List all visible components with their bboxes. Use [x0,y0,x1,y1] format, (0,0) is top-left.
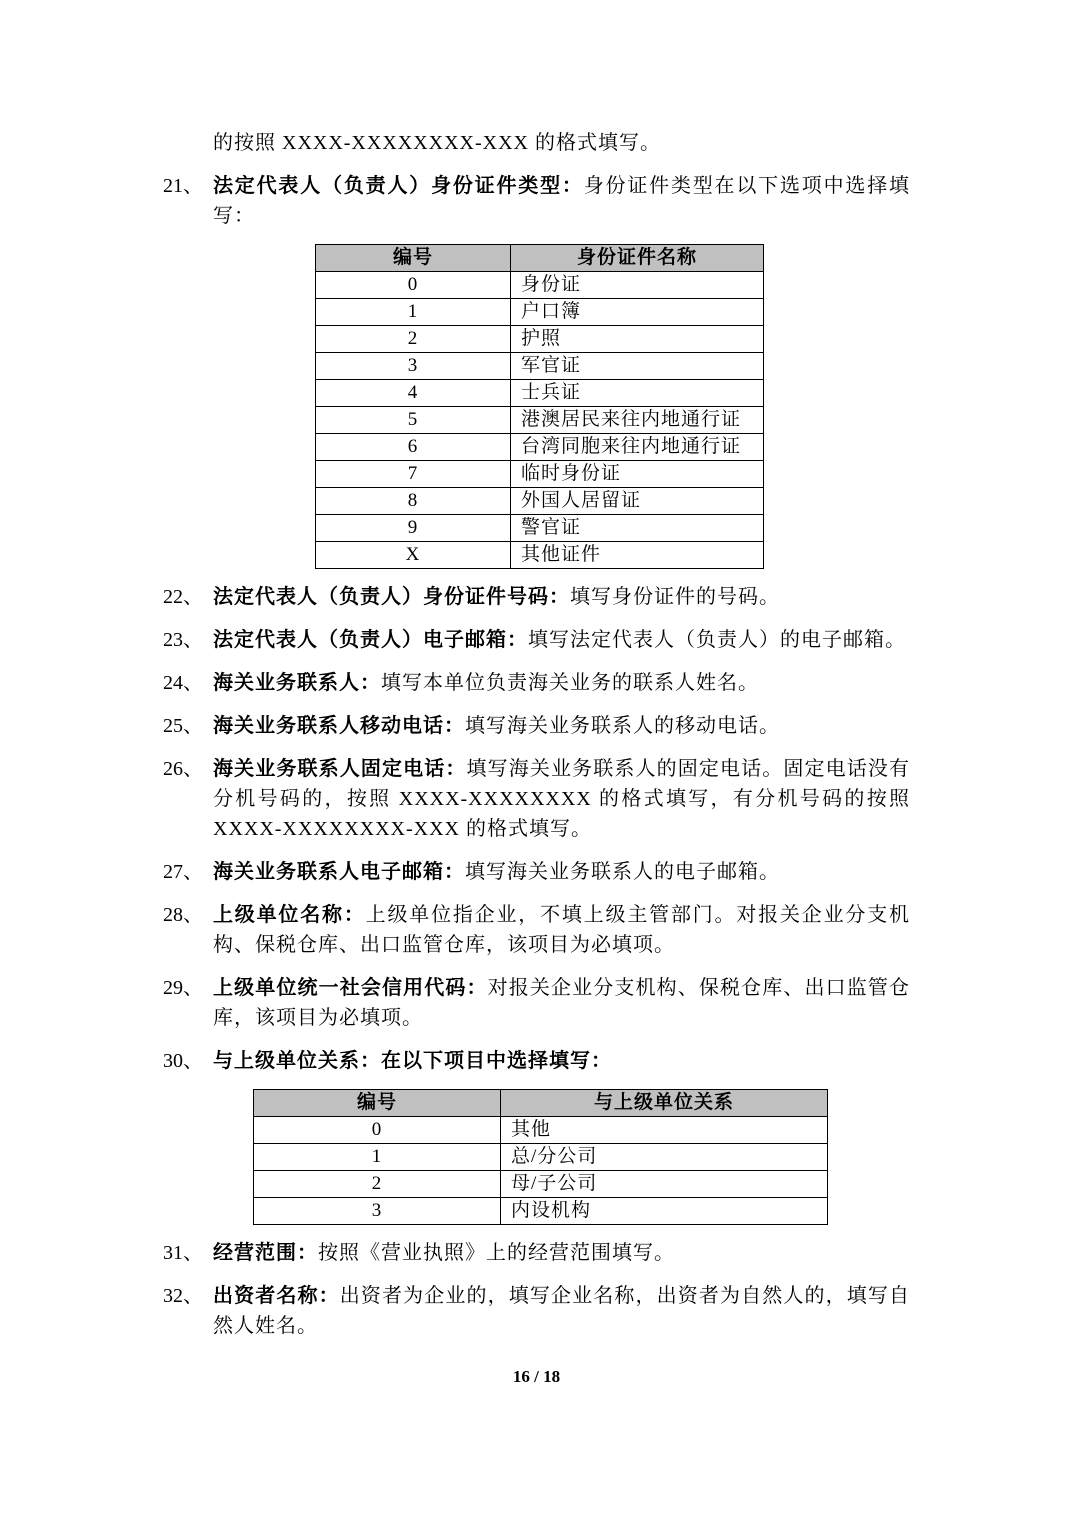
code-cell: 1 [254,1144,501,1171]
item-text: 填写法定代表人（负责人）的电子邮箱。 [528,629,906,651]
item-body [213,1046,910,1076]
item-text: 填写海关业务联系人的电子邮箱。 [465,861,780,883]
item-body [213,171,910,231]
item-label: 上级单位名称： [213,904,366,926]
item-body [213,1238,910,1268]
item-label: 出资者名称： [213,1285,340,1307]
item-text: 对报关企业分支机构、保税仓库、出口监管仓库，该项目为必填项。 [213,977,910,1029]
item-text: 按照《营业执照》上的经营范围填写。 [318,1242,675,1264]
item-label: 上级单位统一社会信用代码： [213,977,488,999]
item-body [213,1281,910,1341]
code-cell: 5 [316,407,511,434]
item-text: 填写身份证件的号码。 [570,586,780,608]
list-item [163,711,910,741]
item-text: 填写本单位负责海关业务的联系人姓名。 [381,672,759,694]
table-header-row [254,1090,828,1117]
code-cell: 8 [316,488,511,515]
list-item [163,1281,910,1341]
list-item [163,171,910,231]
item-body [213,582,910,612]
table-row [316,515,764,542]
item-label: 海关业务联系人移动电话： [213,715,465,737]
code-cell: 2 [316,326,511,353]
list-item [163,668,910,698]
table-row [316,542,764,569]
table-row [316,326,764,353]
table-row [316,434,764,461]
list-item [163,857,910,887]
name-cell: 军官证 [511,353,764,380]
column-header-code: 编号 [254,1090,501,1117]
code-cell: 1 [316,299,511,326]
name-cell: 台湾同胞来往内地通行证 [511,434,764,461]
items-group-1 [163,171,910,231]
list-item [163,1046,910,1076]
item-body [213,625,910,655]
table-row [254,1198,828,1225]
code-cell: 9 [316,515,511,542]
item-label: 与上级单位关系：在以下项目中选择填写： [213,1050,612,1072]
item-text: 上级单位指企业，不填上级主管部门。对报关企业分支机构、保税仓库、出口监管仓库，该项目为必填项。 [213,904,911,956]
column-header-name: 与上级单位关系 [501,1090,828,1117]
item-text: 填写海关业务联系人的固定电话。固定电话没有分机号码的，按照 XXXX-XXXXXXXX 的格式填写，有分机号码的按照 XXXX-XXXXXXXX-XXX 的格式填写。 [213,758,910,840]
item-text: 出资者为企业的，填写企业名称，出资者为自然人的，填写自然人姓名。 [213,1285,910,1337]
item-number: 31、 [163,1242,203,1264]
name-cell: 其他 [501,1117,828,1144]
item-number: 25、 [163,715,203,737]
item-number: 23、 [163,629,203,651]
code-cell: 3 [316,353,511,380]
item-number: 22、 [163,586,203,608]
code-cell: 2 [254,1171,501,1198]
list-item [163,900,910,960]
item-body [213,754,910,844]
column-header-name: 身份证件名称 [511,245,764,272]
table-row [316,299,764,326]
list-item [163,625,910,655]
list-item [163,582,910,612]
name-cell: 临时身份证 [511,461,764,488]
item-body [213,668,910,698]
item-label: 海关业务联系人电子邮箱： [213,861,465,883]
name-cell: 身份证 [511,272,764,299]
items-group-2 [163,582,910,1076]
code-cell: 0 [316,272,511,299]
code-cell: X [316,542,511,569]
item-body [213,973,910,1033]
name-cell: 港澳居民来往内地通行证 [511,407,764,434]
item-body [213,857,910,887]
list-item [163,754,910,844]
table-row [316,488,764,515]
parent-unit-relation-table [253,1089,828,1225]
name-cell: 警官证 [511,515,764,542]
table-row [254,1171,828,1198]
continuation-paragraph: 的按照 XXXX-XXXXXXXX-XXX 的格式填写。 [213,132,661,154]
name-cell: 户口簿 [511,299,764,326]
column-header-code: 编号 [316,245,511,272]
table-row [316,380,764,407]
table-row [316,461,764,488]
item-label: 法定代表人（负责人）身份证件号码： [213,586,570,608]
item-number: 27、 [163,861,203,883]
item-number: 24、 [163,672,203,694]
item-number: 26、 [163,758,203,780]
item-number: 21、 [163,175,203,197]
name-cell: 母/子公司 [501,1171,828,1198]
table-row [316,353,764,380]
name-cell: 护照 [511,326,764,353]
item-label: 经营范围： [213,1242,318,1264]
list-item [163,1238,910,1268]
name-cell: 外国人居留证 [511,488,764,515]
code-cell: 6 [316,434,511,461]
code-cell: 0 [254,1117,501,1144]
id-document-type-table [315,244,764,569]
code-cell: 4 [316,380,511,407]
table-row [254,1144,828,1171]
table-row [316,407,764,434]
item-number: 28、 [163,904,203,926]
item-label: 法定代表人（负责人）电子邮箱： [213,629,528,651]
item-number: 30、 [163,1050,203,1072]
item-label: 法定代表人（负责人）身份证件类型： [213,175,584,197]
item-text: 身份证件类型在以下选项中选择填写： [213,175,911,227]
item-number: 29、 [163,977,203,999]
item-body [213,900,910,960]
table-header-row [316,245,764,272]
list-item [163,973,910,1033]
name-cell: 总/分公司 [501,1144,828,1171]
item-label: 海关业务联系人： [213,672,381,694]
page-number: 16 / 18 [512,1367,561,1386]
code-cell: 7 [316,461,511,488]
items-group-3 [163,1238,910,1341]
item-number: 32、 [163,1285,203,1307]
name-cell: 内设机构 [501,1198,828,1225]
code-cell: 3 [254,1198,501,1225]
item-text: 填写海关业务联系人的移动电话。 [465,715,780,737]
table-row [254,1117,828,1144]
table-row [316,272,764,299]
name-cell: 士兵证 [511,380,764,407]
item-label: 海关业务联系人固定电话： [213,758,467,780]
name-cell: 其他证件 [511,542,764,569]
item-body [213,711,910,741]
